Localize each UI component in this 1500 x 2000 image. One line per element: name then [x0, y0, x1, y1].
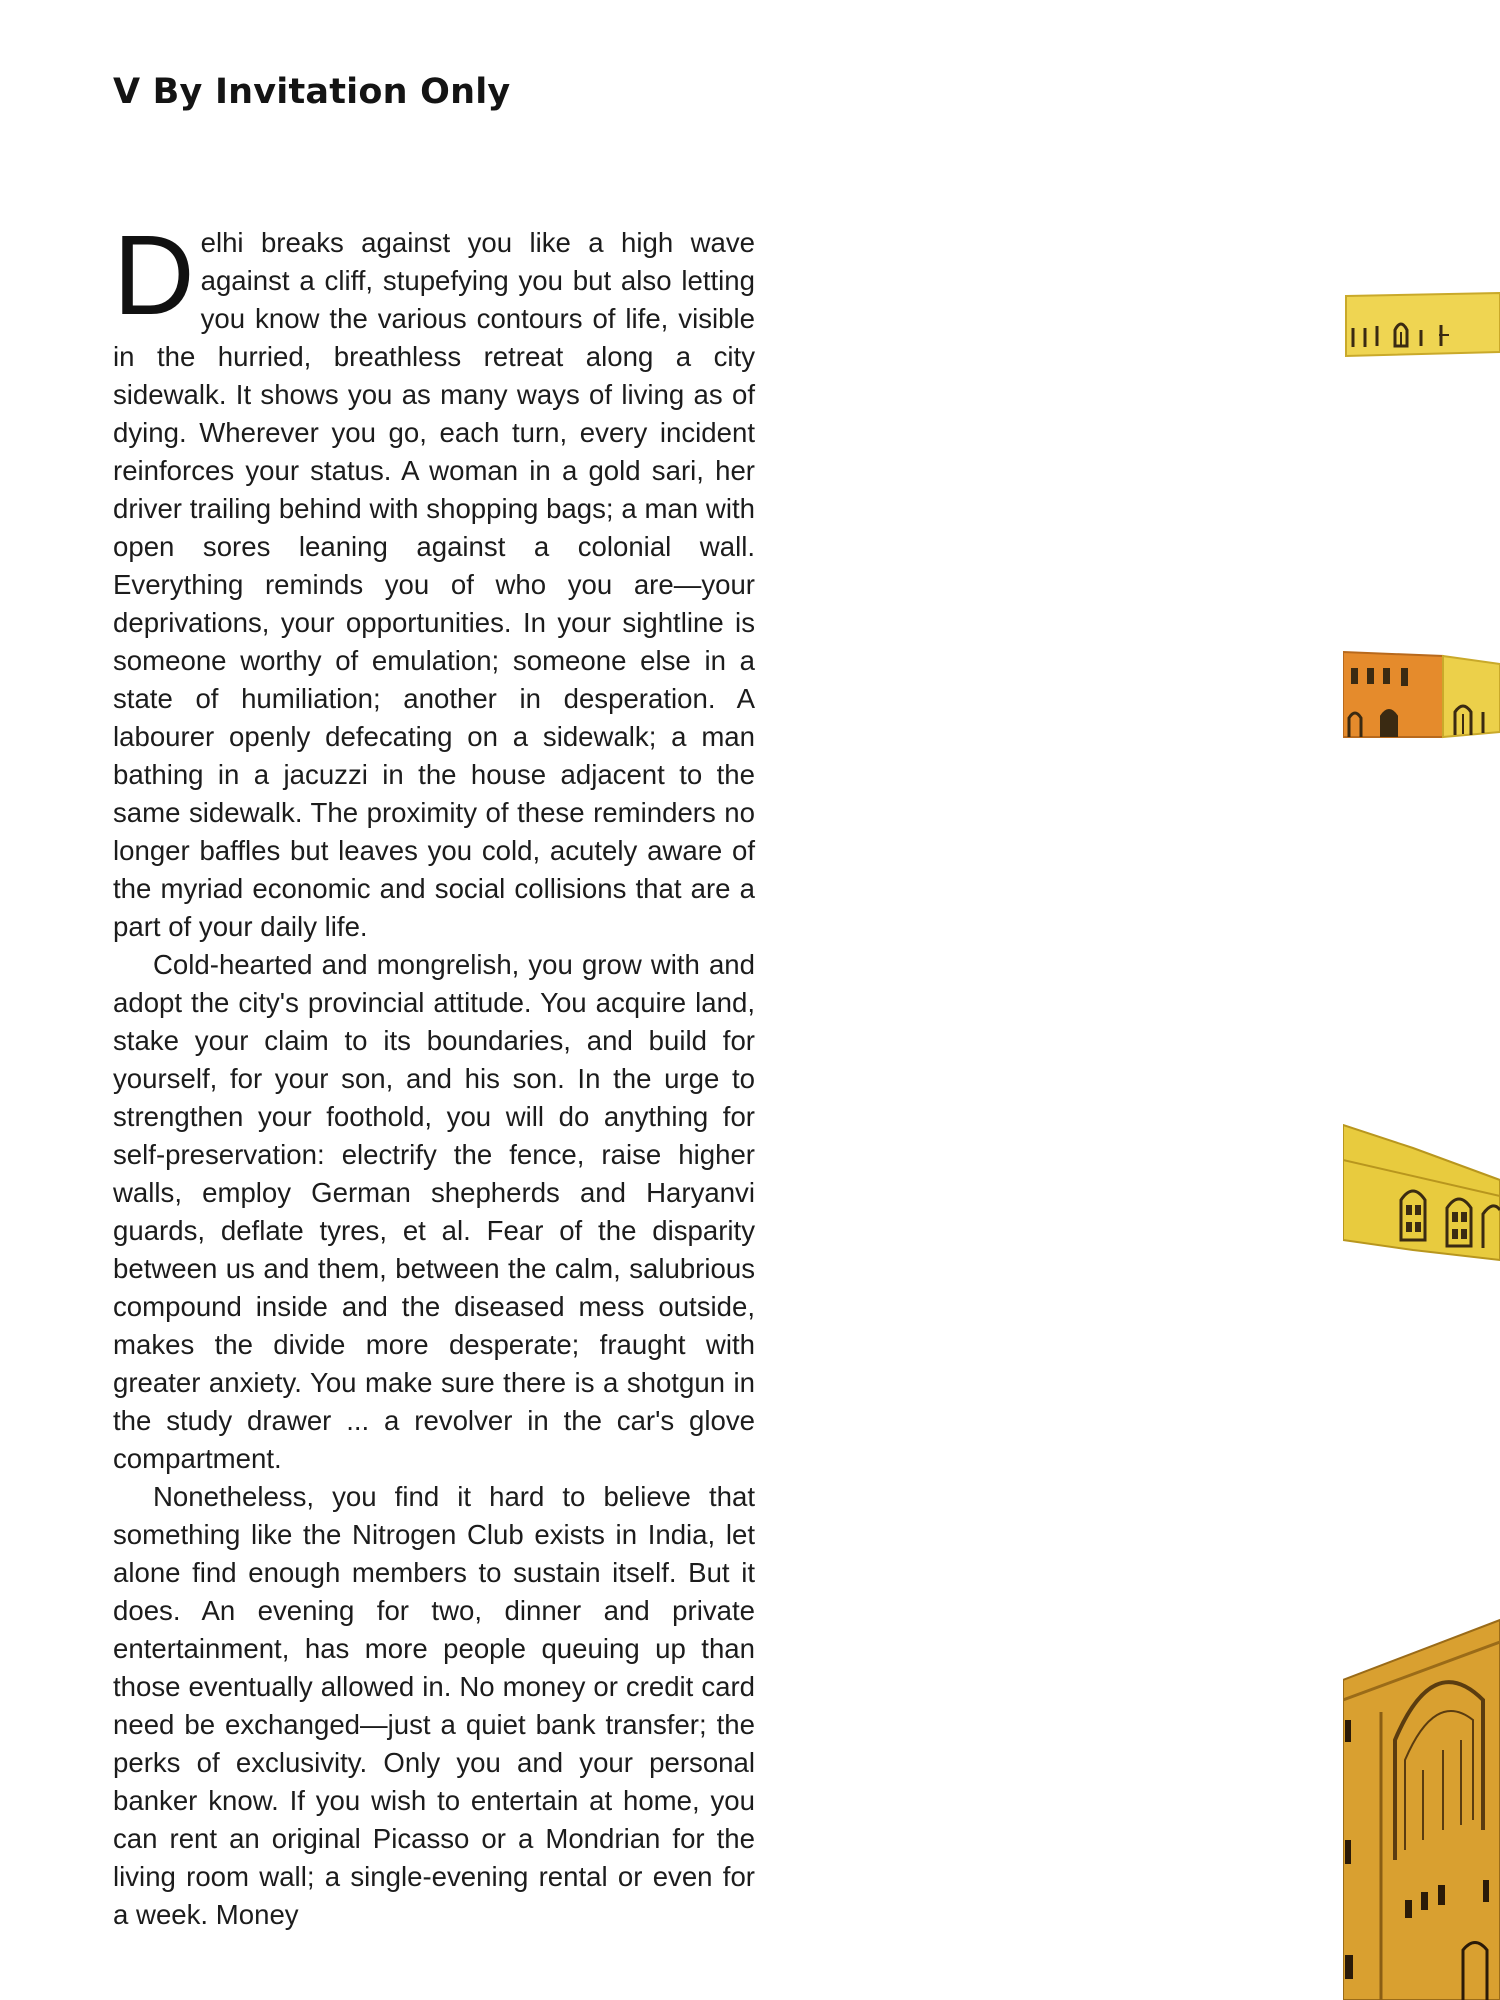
- building-illustration-strip: [1343, 0, 1500, 2000]
- paragraph-1: [113, 212, 755, 946]
- article-body: [113, 212, 755, 1934]
- arched-facade-band: [1343, 1125, 1500, 1260]
- yellow-facade-band-1: [1346, 293, 1500, 356]
- ornate-facade: [1343, 1620, 1500, 2000]
- orange-facade-band: [1343, 652, 1500, 737]
- paragraph-3: Nonetheless, you find it hard to believe that something like the Nitrogen Club exists in India, let alone find enough members to sustain itself. But it does. An evening for two, dinner and private entertainment, has more people queuing up than those eventually allowed in. No money or credit card need be exchanged—just a quiet bank transfer; the perks of exclusivity. Only you and your personal banker know. If you wish to entertain at home, you can rent an original Picasso or a Mondrian for the living room wall; a single-evening rental or even for a week. Money: [113, 1481, 755, 1930]
- paragraph-1-text: elhi breaks against you like a high wave against a cliff, stupefying you but also letting you know the various contours of life, visible in the hurried, breathless retreat along a city sidewalk. It shows you as many ways of living as of dying. Wherever you go, each turn, every incident reinforces your status. A woman in a gold sari, her driver trailing behind with shopping bags; a man with open sores leaning against a colonial wall. Everything reminds you of who you are—your deprivations, your opportunities. In your sightline is someone worthy of emulation; someone else in a state of humiliation; another in desperation. A labourer openly defecating on a sidewalk; a man bathing in a jacuzzi in the house adjacent to the same sidewalk. The proximity of these reminders no longer baffles but leaves you cold, acutely aware of the myriad economic and social collisions that are a part of your daily life.: [113, 227, 755, 942]
- paragraph-2: Cold-hearted and mongrelish, you grow with and adopt the city's provincial attitude. You acquire land, stake your claim to its boundaries, and build for yourself, for your son, and his son. In the urge to strengthen your foothold, you will do anything for self-preservation: electrify the fence, raise higher walls, employ German shepherds and Haryanvi guards, deflate tyres, et al. Fear of the disparity between us and them, between the calm, salubrious compound inside and the diseased mess outside, makes the divide more desperate; fraught with greater anxiety. You make sure there is a shotgun in the study drawer ... a revolver in the car's glove compartment.: [113, 949, 755, 1474]
- chapter-title: V By Invitation Only: [113, 72, 511, 112]
- drop-cap: D: [113, 212, 195, 338]
